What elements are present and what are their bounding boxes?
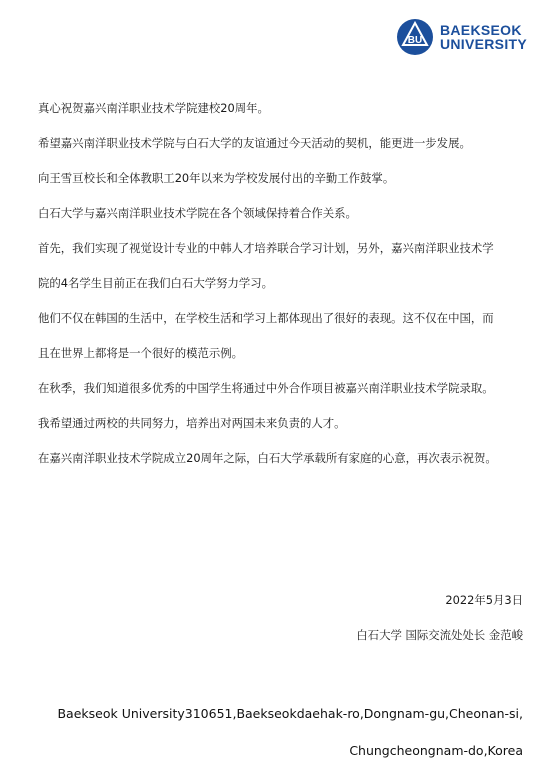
letter-date: 2022年5月3日 — [445, 593, 523, 607]
address-line1: Baekseok University310651,Baekseokdaehak-ro,Dongnam-gu,Cheonan-si, — [57, 706, 523, 721]
signer-name: 白石大学 国际交流处处长 金范峻 — [356, 628, 523, 642]
paragraph-program-line1: 首先，我们实现了视觉设计专业的中韩人才培养联合学习计划，另外，嘉兴南洋职业技术学 — [38, 241, 494, 255]
address-line2: Chungcheongnam-do,Korea — [349, 743, 523, 758]
signature-block — [356, 592, 523, 644]
paragraph-applause: 向王雪亘校长和全体教职工20年以来为学校发展付出的辛勤工作鼓掌。 — [38, 171, 395, 185]
university-seal-logo — [396, 18, 434, 56]
university-name-line2: UNIVERSITY — [439, 36, 527, 52]
paragraph-closing: 在嘉兴南洋职业技术学院成立20周年之际，白石大学承载所有家庭的心意，再次表示祝贺。 — [38, 451, 497, 465]
university-name-line1: BAEKSEOK — [439, 22, 522, 38]
university-name — [440, 23, 527, 51]
paragraph-autumn: 在秋季，我们知道很多优秀的中国学生将通过中外合作项目被嘉兴南洋职业技术学院录取。 — [38, 381, 494, 395]
paragraph-students — [38, 310, 523, 362]
paragraph-students-line1: 他们不仅在韩国的生活中，在学校生活和学习上都体现出了很好的表现。这不仅在中国，而 — [38, 311, 494, 325]
paragraph-hope: 我希望通过两校的共同努力，培养出对两国未来负责的人才。 — [38, 416, 346, 430]
letterhead — [396, 18, 527, 56]
university-address — [57, 705, 523, 759]
paragraph-students-line2: 且在世界上都将是一个很好的模范示例。 — [38, 346, 244, 360]
paragraph-congratulations: 真心祝贺嘉兴南洋职业技术学院建校20周年。 — [38, 101, 269, 115]
paragraph-friendship: 希望嘉兴南洋职业技术学院与白石大学的友谊通过今天活动的契机，能更进一步发展。 — [38, 136, 471, 150]
paragraph-program — [38, 240, 523, 292]
logo-monogram: BU — [407, 35, 423, 46]
paragraph-program-line2: 院的4名学生目前正在我们白石大学努力学习。 — [38, 276, 274, 290]
paragraph-cooperation: 白石大学与嘉兴南洋职业技术学院在各个领域保持着合作关系。 — [38, 206, 357, 220]
letter-body — [38, 100, 523, 485]
